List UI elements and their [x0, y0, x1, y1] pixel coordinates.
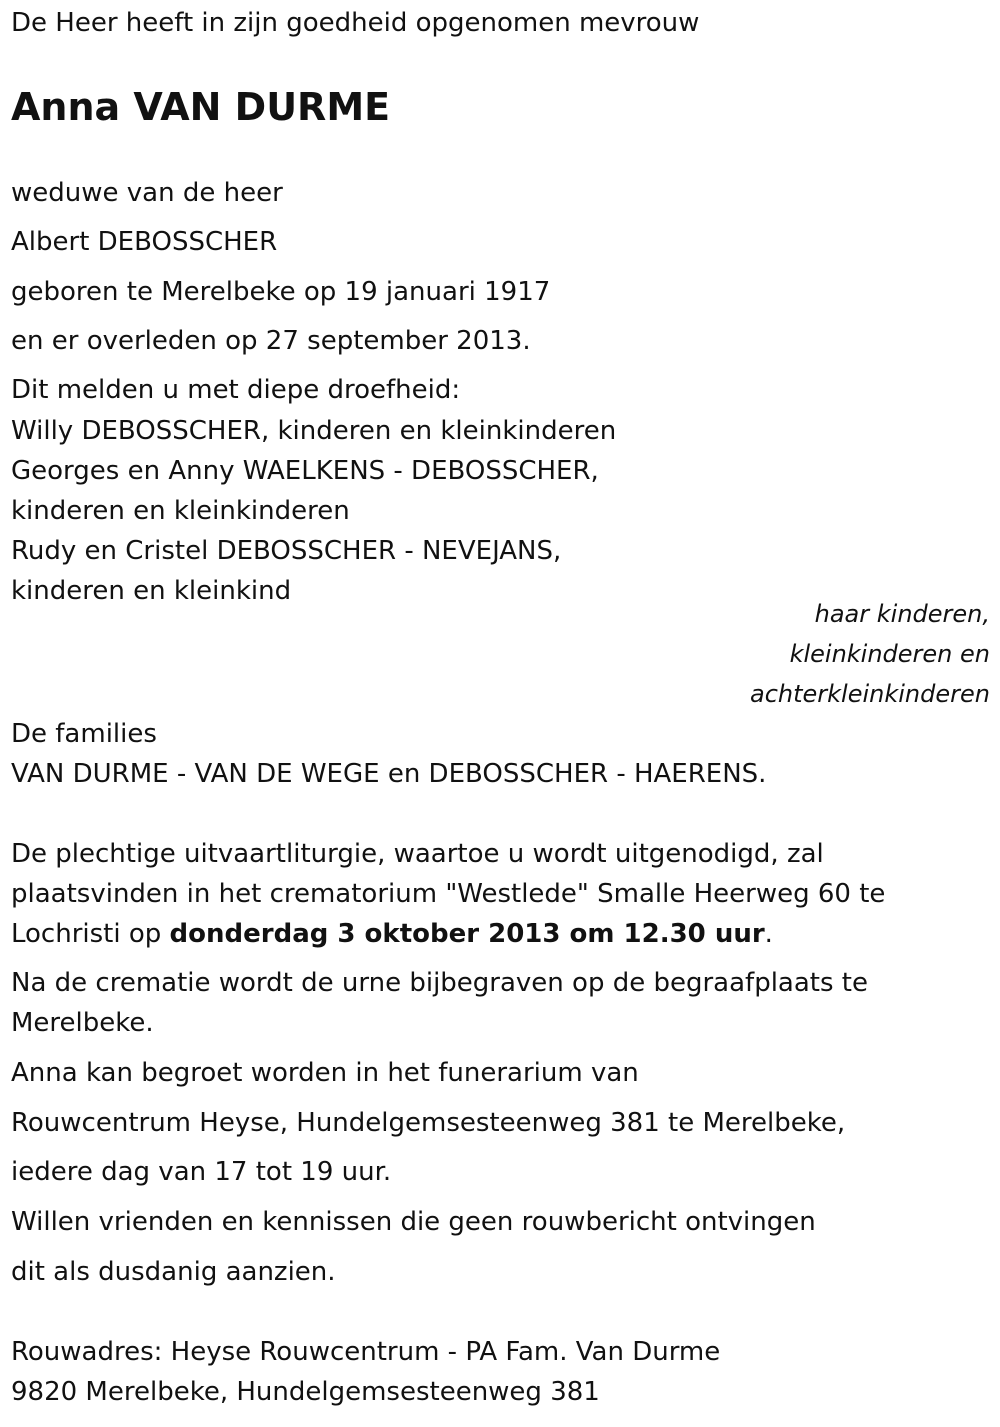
- visitation-line: Anna kan begroet worden in het funerarium van: [11, 1058, 639, 1088]
- mourner-line: Willy DEBOSSCHER, kinderen en kleinkinderen: [11, 416, 617, 446]
- notice-line: dit als dusdanig aanzien.: [11, 1257, 336, 1287]
- visitation-line: Rouwcentrum Heyse, Hundelgemsesteenweg 381 te Merelbeke,: [11, 1108, 846, 1138]
- families-names: VAN DURME - VAN DE WEGE en DEBOSSCHER - HAERENS.: [11, 759, 767, 789]
- ceremony-line-date: [11, 921, 773, 947]
- address-line: Rouwadres: Heyse Rouwcentrum - PA Fam. Van Durme: [11, 1337, 721, 1367]
- ceremony-suffix: .: [764, 919, 773, 949]
- right-note-line: haar kinderen,: [814, 600, 990, 628]
- birth-line: geboren te Merelbeke op 19 januari 1917: [11, 277, 551, 307]
- spouse-name: Albert DEBOSSCHER: [11, 227, 278, 257]
- deceased-name: Anna VAN DURME: [11, 85, 391, 129]
- mourner-line: kinderen en kleinkinderen: [11, 496, 350, 526]
- death-line: en er overleden op 27 september 2013.: [11, 326, 531, 356]
- right-note-line: achterkleinkinderen: [750, 680, 990, 708]
- mourner-line: kinderen en kleinkind: [11, 576, 292, 606]
- intro-text: De Heer heeft in zijn goedheid opgenomen mevrouw: [11, 8, 700, 38]
- mourner-line: Rudy en Cristel DEBOSSCHER - NEVEJANS,: [11, 536, 562, 566]
- address-line: 9820 Merelbeke, Hundelgemsesteenweg 381: [11, 1377, 600, 1407]
- ceremony-line: plaatsvinden in het crematorium "Westlede" Smalle Heerweg 60 te: [11, 879, 886, 909]
- right-note-line: kleinkinderen en: [789, 640, 990, 668]
- notice-line: Willen vrienden en kennissen die geen rouwbericht ontvingen: [11, 1207, 816, 1237]
- widow-of-label: weduwe van de heer: [11, 178, 283, 208]
- urn-line: Merelbeke.: [11, 1008, 154, 1038]
- ceremony-line: De plechtige uitvaartliturgie, waartoe u wordt uitgenodigd, zal: [11, 839, 824, 869]
- urn-line: Na de crematie wordt de urne bijbegraven op de begraafplaats te: [11, 968, 868, 998]
- ceremony-prefix: Lochristi op: [11, 919, 170, 949]
- mourners-heading: Dit melden u met diepe droefheid:: [11, 375, 461, 405]
- visitation-line: iedere dag van 17 tot 19 uur.: [11, 1157, 392, 1187]
- ceremony-datetime: donderdag 3 oktober 2013 om 12.30 uur: [169, 919, 765, 949]
- families-label: De families: [11, 719, 157, 749]
- mourner-line: Georges en Anny WAELKENS - DEBOSSCHER,: [11, 456, 599, 486]
